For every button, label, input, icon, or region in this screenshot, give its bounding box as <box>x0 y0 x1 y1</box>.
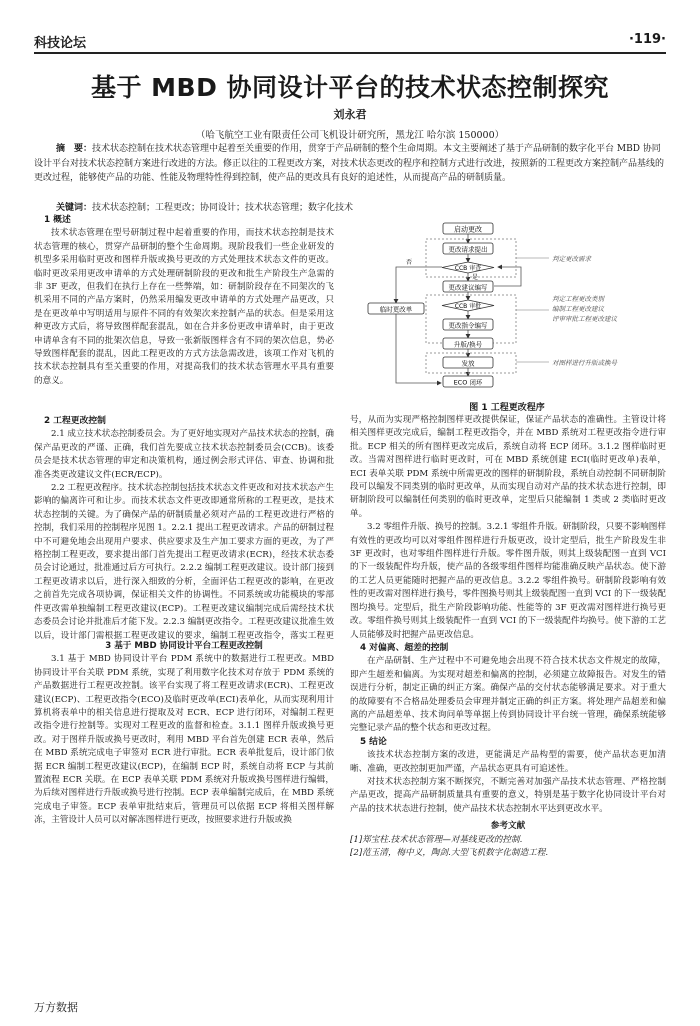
flow-node-eco <box>443 319 493 330</box>
node-label: 启动更改 <box>454 225 482 234</box>
paragraph: 2.1 成立技术状态控制委员会。为了更好地实现对产品技术状态的控制，确保产品更改的严谨、正确，我们首先要成立技术状态控制委员会(CCB)。该委员会是技术状态管理的审定和决策机构，通过例会形式评估、审查、协调和批准各类更改建议文件(ECR/ECP)。 <box>34 429 334 480</box>
column-left-top <box>34 214 334 414</box>
references-heading: 参考文献 <box>490 821 526 832</box>
figure-1-flowchart <box>346 217 668 399</box>
column-right <box>350 414 666 986</box>
flow-node-ecp <box>443 281 493 292</box>
node-label: 更改指令编写 <box>448 321 488 330</box>
node-label: 临时更改单 <box>379 305 413 314</box>
paragraph: 该技术状态控制方案的改进，更能满足产品构型的需要，使产品状态更加清晰、准确，更改控制更加严谨，产品状态更具有可追述性。 <box>350 750 666 774</box>
node-label: 更改请求提出 <box>448 245 488 254</box>
keywords-label: 关键词： <box>56 203 93 213</box>
author: 刘永君 <box>333 108 367 121</box>
paragraph: 在产品研制、生产过程中不可避免地会出现不符合技术状态文件规定的故障，即产生超差和偏离。为实现对超差和偏离的控制，必须建立故障报告。对发生的错误进行分析，制定正确的纠正方案。确保产品的交付状态能够满足要求。对于重大的故障要有不合格品处理委员会审理并制定正确的纠正方案。将处理产品超差和偏离的产品超差单、技术询问单等单据上传到协同设计平台统一管理，确保系统能够完整记录产品的整个状态和更改过程。 <box>350 656 666 734</box>
node-label: CCB 审批 <box>454 303 482 310</box>
section-heading-5: 5 结论 <box>360 736 387 747</box>
node-label: CCB 审查 <box>454 265 482 272</box>
node-label: 升版/换号 <box>453 340 483 349</box>
paragraph: 技术状态管理在型号研制过程中起着重要的作用，而技术状态控制是技术状态管理的核心，贯穿产品研制的整个生命周期。现阶段我们一些企业研发的机型多采用临时更改和图样升版或换号更改的方式处理技术状态文件的更改。临时更改采用更改申请单的方式处理研制阶段的更改和批生产阶段生产急需的非 3F 更改，但我们在执行上存在一些弊端，如：研制阶段存在不同架次的飞机采用不同的产品方案时，仍然采用编发更改申请单的方式处理产品更改，只是在更改单中写明适用与原件不同的有效架次来控制产品的状态。但是采用这种更改方式后，将导致图样配套混乱，如在合并多份更改申请单时，由于更改申请单含有不同的批架次信息，导致一张新版图样含有不同的架次信息，势必导致图样配套的混乱，因此工程更改的方式方法急需改进，该项工作对飞机的技术状态控制具有至关重要的作用，对提高我们的技术状态管理水平具有重要的意义。 <box>34 228 334 386</box>
paragraph: 3.1 基于 MBD 协同设计平台 PDM 系统中的数据进行工程更改。MBD 协同设计平台关联 PDM 系统，实现了利用数字化技术对存放于 PDM 系统的产品数据进行工程更改控制。该平台实现了将工程更改请求(ECR)、工程更改建议(ECP)、工程更改指令(ECO)及临时更改单(ECI)表单化，从而实现利用计算机将表单中的相关信息进行提取及对 ECR、ECP 进行闭环，对编制工程更改指令进行控制等。实现对工程更改的监督和检查。3.1.1 图样升版或换号更改。对于图样升版或换号更改时，利用 MBD 平台首先创建 ECR 表单，然后在 MBD 系统完成电子审签对 ECR 进行审批。ECR 表单批复后，设计部门依据 ECR 编制工程更改建议(ECP)，在编制 ECP 时，系统自动将 ECP 与其前置流程 ECR 关联。在 ECP 表单关联 PDM 系统对升版或换号图样进行编辑，为后续对图样进行升版或换号进行控制。ECP 表单编制完成后，在 MBD 系统完成电子审签。ECP 表单审批结束后，管理员可以依据 ECP 将相关图样解冻，主管设计人员可以对解冻图样进行更改，按照要求进行升版或换 <box>34 654 334 826</box>
note-2-line: 评审审批工程更改建议 <box>552 315 617 323</box>
note-3: 对图样进行升版或换号 <box>552 359 617 367</box>
section-heading-3: 3 基于 MBD 协同设计平台工程更改控制 <box>105 641 263 651</box>
column-left-middle <box>34 415 334 640</box>
flow-node-revision <box>443 338 493 349</box>
flow-node-eci <box>368 303 424 314</box>
section-heading-2: 2 工程更改控制 <box>44 416 106 426</box>
abstract-text: 技术状态控制在技术状态管理中起着至关重要的作用，贯穿于产品研制的整个生命周期。本文主要阐述了基于产品研制的数字化平台 MBD 协同设计平台对技术状态控制方案进行改进的方法。修正以往的工程更改方案，对技术状态更改的程序和控制方式进行改进，按照新的工程更改方案控制产品基线的更改过程，能够使产品的功能、性能及物理特性得到控制，使产品的更改具有良好的追述性，从而提高产品的研制质量。 <box>34 144 665 183</box>
affiliation: （哈飞航空工业有限责任公司飞机设计研究所，黑龙江 哈尔滨 150000） <box>195 130 505 141</box>
paragraph: 对技术状态控制方案不断探究，不断完善对加强产品技术状态管理、严格控制产品更改，提高产品研制质量具有重要的意义，特别是基于数字化协同设计平台对产品的技术状态进行控制，使产品技术状态控制水平达到更改水平。 <box>350 776 666 814</box>
annotation-notes <box>552 255 618 367</box>
flow-node-start <box>443 223 493 234</box>
watermark: 万方数据 <box>34 1001 78 1014</box>
abstract-label: 摘 要： <box>56 144 93 154</box>
keywords <box>56 200 666 213</box>
note-2 <box>552 295 618 323</box>
paragraph: 2.2 工程更改程序。技术状态控制包括技术状态文件更改和对技术状态产生影响的偏离许可和让步。而技术状态文件更改即通常所称的工程更改，是技术状态控制的关键。为了确保产品的研制质量必须对产品的工程更改进行严格的控制，我们采用的控制程序见图 1。2.2.1 提出工程更改请求。产品的研制过程中不可避免地会出现用户要求、供应要求及生产加工要求方面的更改，为了严格控制工程更改，要求提出部门首先提出工程更改请求(ECR)，经技术状态委员会讨论通过，批准通过后方可执行。2.2.2 编制工程更改建议。设计部门接到工程更改请求以后，进行深入细致的分析，全面评估工程更改的影响，在更改之前首先完成各项协调，保证相关文件的协调性。不同系统或功能模块的零部件更改需单独编制工程更改建议(ECP)。工程更改建议编制完成后需经技术状态委员会讨论并批准后才能下发。2.2.3 编制更改指令。工程更改建议批准生效以后，设计部门需根据工程更改建议的要求，编制工程更改指令，落实工程更 <box>34 483 334 640</box>
section-heading-4: 4 对偏离、超差的控制 <box>360 642 449 653</box>
branch-label-yes: 是 <box>472 274 479 281</box>
paragraph: 3.2 零组件升版、换号的控制。3.2.1 零组件升版。研制阶段，只要不影响图样有效性的更改均可以对零组件图样进行升版更改，设计定型后，批生产阶段发生非 3F 更改时，也对零组件图样进行升版。零件图升版，则其上级装配图一直到 VCI 的下一级装配件均升版，使产品的各级零组件图样均能准确反映产品状态。使下游的工艺人员更能随时把握产品的更改信息。3.2.2 零组件换号。研制阶段影响有效性的更改需对图样进行换号，零件图换号则其上级装配图一直到 VCI 的下一级装配图均换号。定型后，批生产阶段影响功能、性能等的 3F 更改需对图样进行换号更改。零组件换号则其上级装配件一直到 VCI 的下一级装配件均换号。使下游的工艺人员能够及时把握产品更改信息。 <box>350 522 666 640</box>
reference-item: [1]郑宝柱.技术状态管理—对基线更改的控制. <box>350 834 523 845</box>
page-number: ·119· <box>628 32 666 47</box>
flow-node-ecr <box>443 243 493 254</box>
journal-section: 科技论坛 <box>34 36 87 51</box>
reference-item: [2]范玉清，梅中义，陶剑.大型飞机数字化制造工程. <box>350 848 549 858</box>
flow-node-ccb-approve <box>442 300 494 311</box>
note-1: 判定更改需求 <box>552 255 591 263</box>
abstract <box>34 142 666 186</box>
section-heading-1: 1 概述 <box>44 215 71 225</box>
flow-node-close <box>443 376 493 387</box>
flow-node-release <box>443 357 493 368</box>
note-2-line: 判定工程更改类别 <box>552 295 604 303</box>
keywords-text: 技术状态控制；工程更改；协同设计；技术状态管理；数字化技术 <box>92 203 354 213</box>
figure-caption: 图 1 工程更改程序 <box>469 403 545 413</box>
node-label: ECO 闭环 <box>453 378 483 387</box>
flow-node-ccb-review <box>442 262 494 273</box>
note-2-line: 编制工程更改建议 <box>552 305 604 313</box>
article-title: 基于 MBD 协同设计平台的技术状态控制探究 <box>90 73 610 102</box>
branch-label-no: 否 <box>406 259 413 266</box>
running-header <box>34 30 666 54</box>
paragraph: 号，从而为实现严格控制图样更改提供保证，保证产品状态的准确性。主管设计将相关图样更改完成后，编制工程更改指令，并在 MBD 系统对工程更改指令进行审批。ECP 相关的所有图样更改完成后，系统自动将 ECP 闭环。3.1.2 图样临时更改。当需对图样进行临时更改时，可在 MBD 系统创建 ECI(临时更改单)表单，ECI 表单关联 PDM 系统中所需更改的图样的研制阶段，系统自动控制不同研制阶段可以编发不同类别的临时更改单，从而实现自动对产品的技术状态进行控制，即研制阶段可以编制任何类别的临时更改单，定型后只能编制 1 类或 2 类临时更改单。 <box>350 415 666 519</box>
node-label: 发放 <box>461 359 475 368</box>
node-label: 更改建议编写 <box>448 283 488 292</box>
column-left-bottom <box>34 640 334 985</box>
